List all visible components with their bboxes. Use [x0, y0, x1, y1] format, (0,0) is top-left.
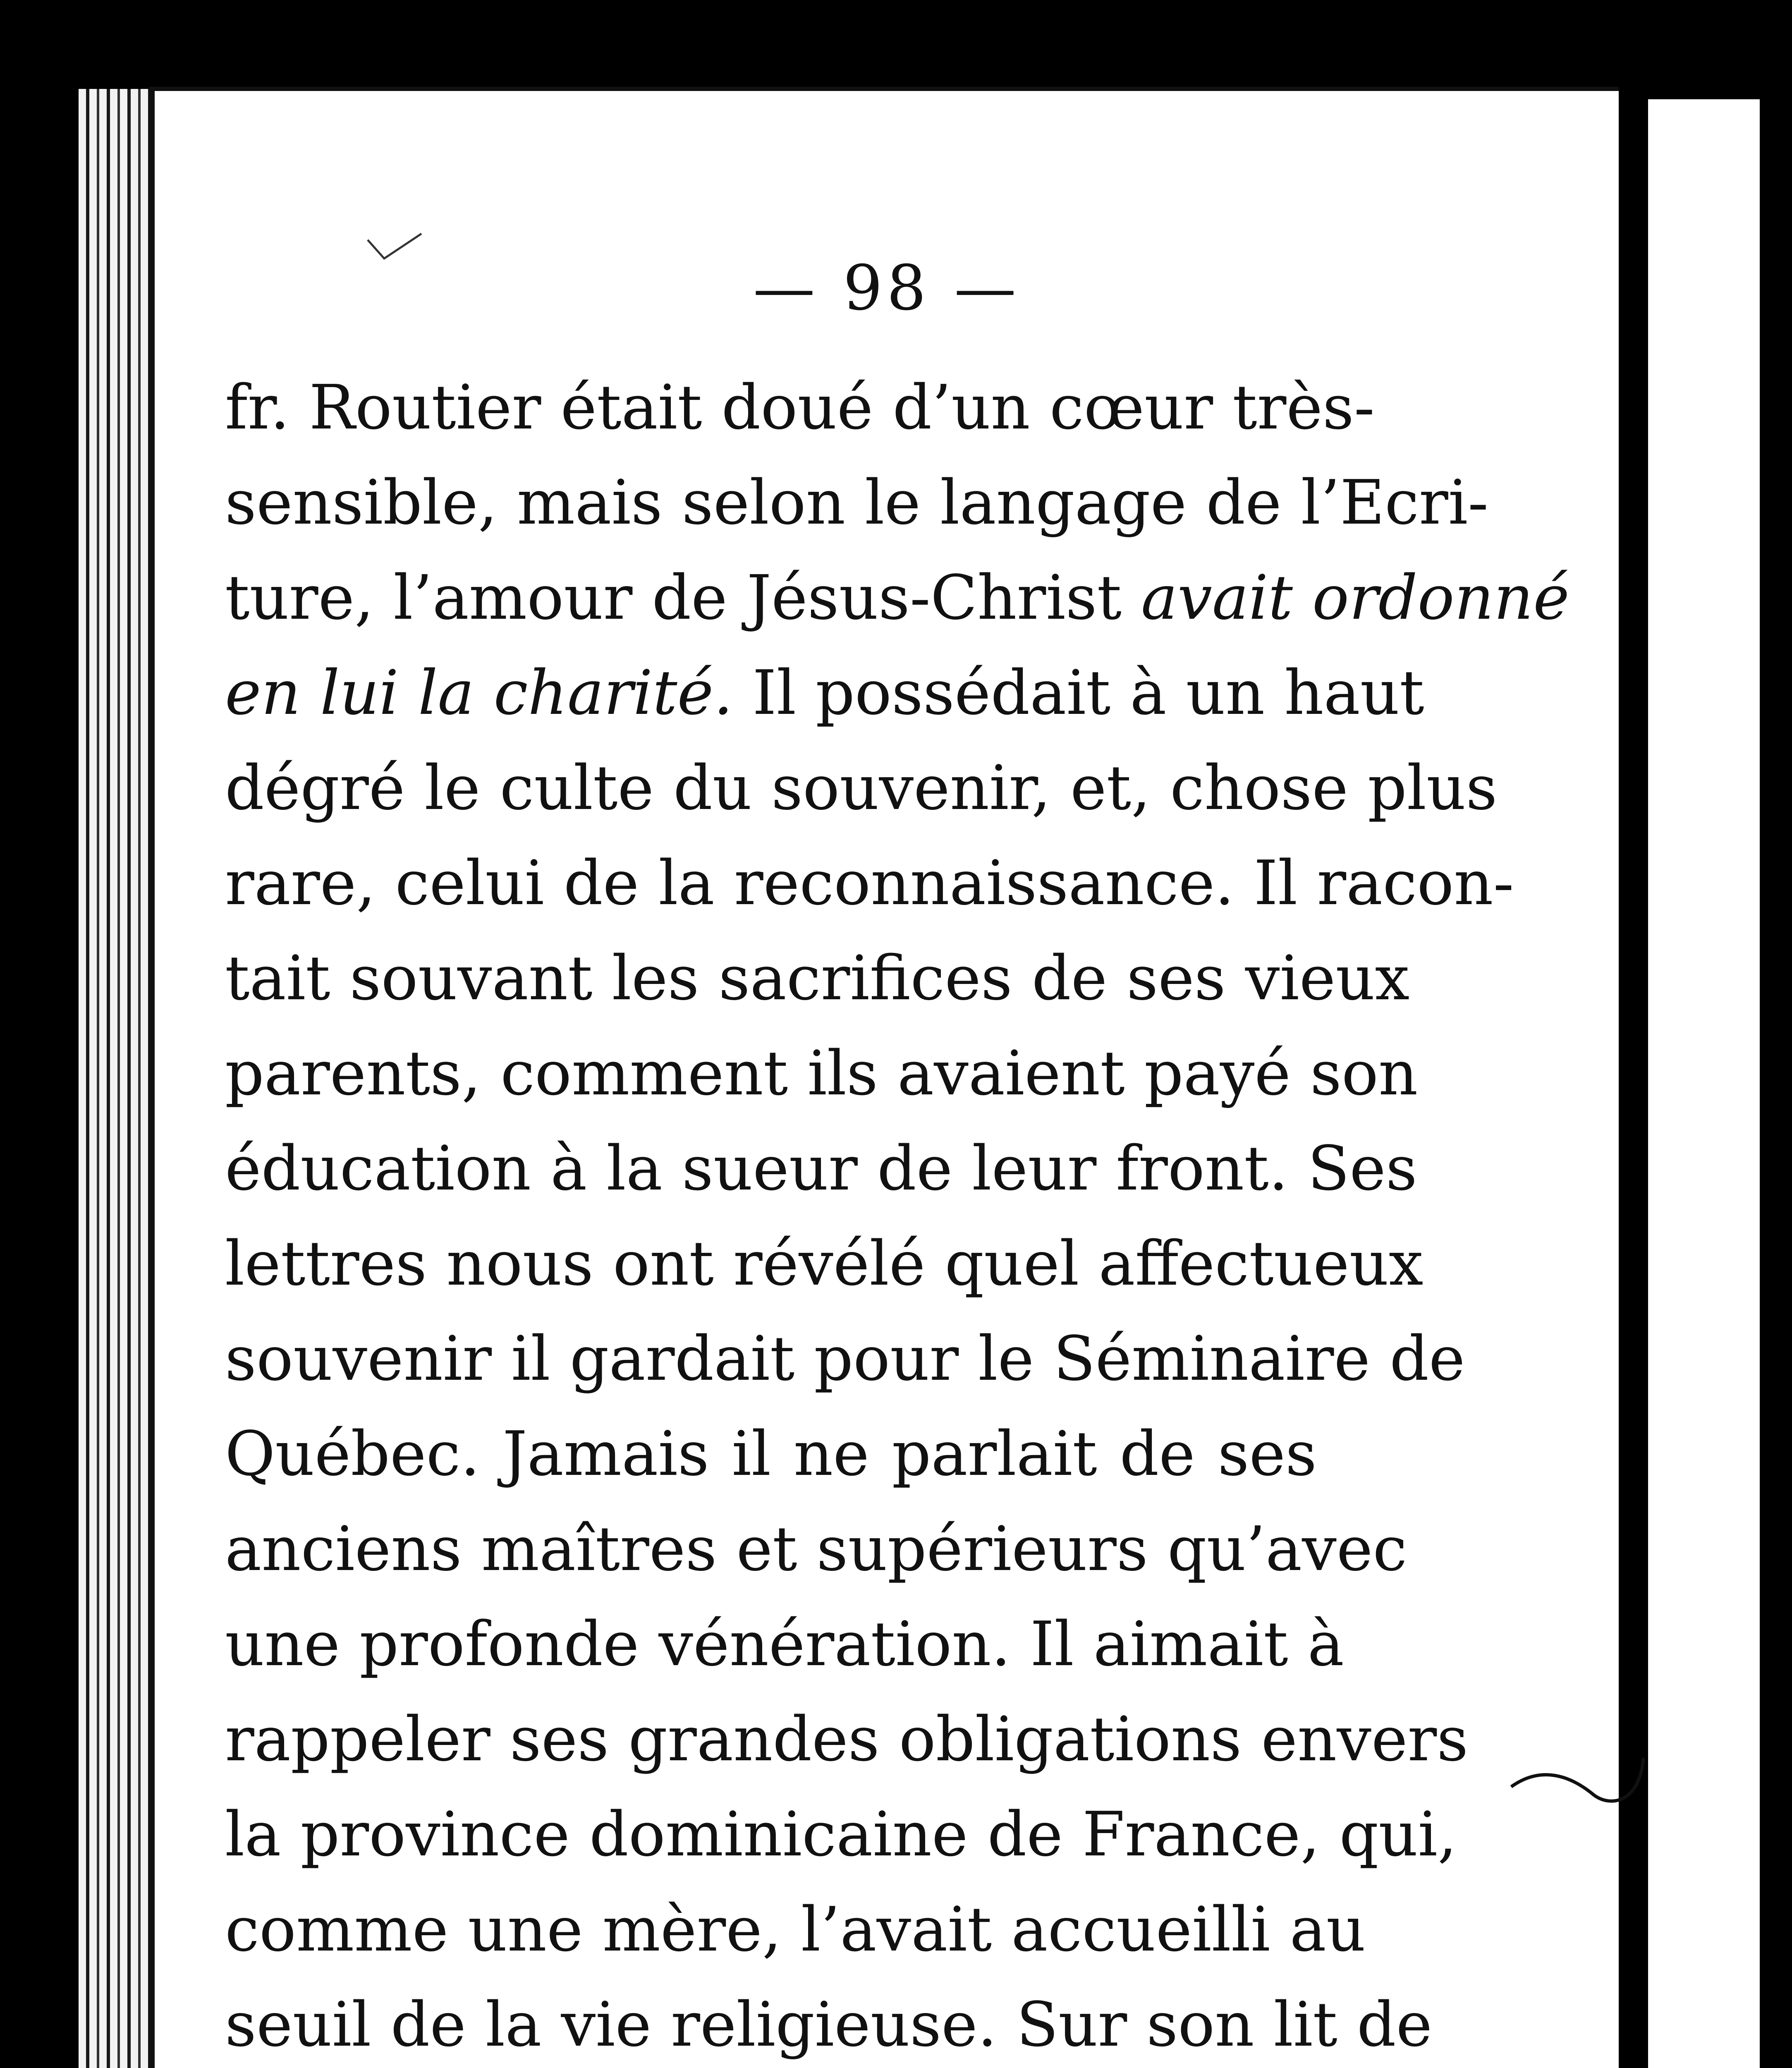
text-line: seuil de la vie religieuse. Sur son lit de: [225, 1989, 1433, 2060]
text-line: souvenir il gardait pour le Séminaire de: [225, 1323, 1465, 1394]
text-line: dégré le culte du souvenir, et, chose plus: [225, 752, 1498, 823]
text-line: rappeler ses grandes obligations envers: [225, 1704, 1469, 1775]
text-line: anciens maîtres et supérieurs qu’avec: [225, 1513, 1407, 1585]
text-line: Québec. Jamais il ne parlait de ses: [225, 1418, 1317, 1489]
check-mark-icon: [366, 232, 423, 265]
text-line: la province dominicaine de France, qui,: [225, 1799, 1457, 1870]
text-line: ture, l’amour de Jésus-Christ avait ordonné: [225, 562, 1569, 633]
text-line: comme une mère, l’avait accueilli au: [225, 1894, 1366, 1965]
text-line: tait souvant les sacrifices de ses vieux: [225, 943, 1410, 1014]
text-line: lettres nous ont révélé quel affectueux: [225, 1228, 1424, 1299]
facing-page-edge: [1648, 99, 1760, 2068]
book-page: [149, 87, 1619, 2068]
body-text: [225, 360, 1569, 2068]
text-line: sensible, mais selon le langage de l’Ecri-: [225, 467, 1489, 538]
text-line: fr. Routier était doué d’un cœur très-: [225, 372, 1375, 443]
italic-phrase: avait ordonné: [1141, 562, 1569, 633]
italic-phrase: en lui la charité.: [225, 657, 733, 728]
pencil-mark-icon: [1507, 1750, 1656, 1816]
text-line: parents, comment ils avaient payé son: [225, 1038, 1418, 1109]
text-line: éducation à la sueur de leur front. Ses: [225, 1133, 1417, 1204]
text-line: rare, celui de la reconnaissance. Il racon-: [225, 847, 1514, 919]
page-number: — 98 —: [753, 252, 1021, 324]
text-line: une profonde vénération. Il aimait à: [225, 1608, 1344, 1680]
text-line: en lui la charité. Il possédait à un haut: [225, 657, 1424, 728]
